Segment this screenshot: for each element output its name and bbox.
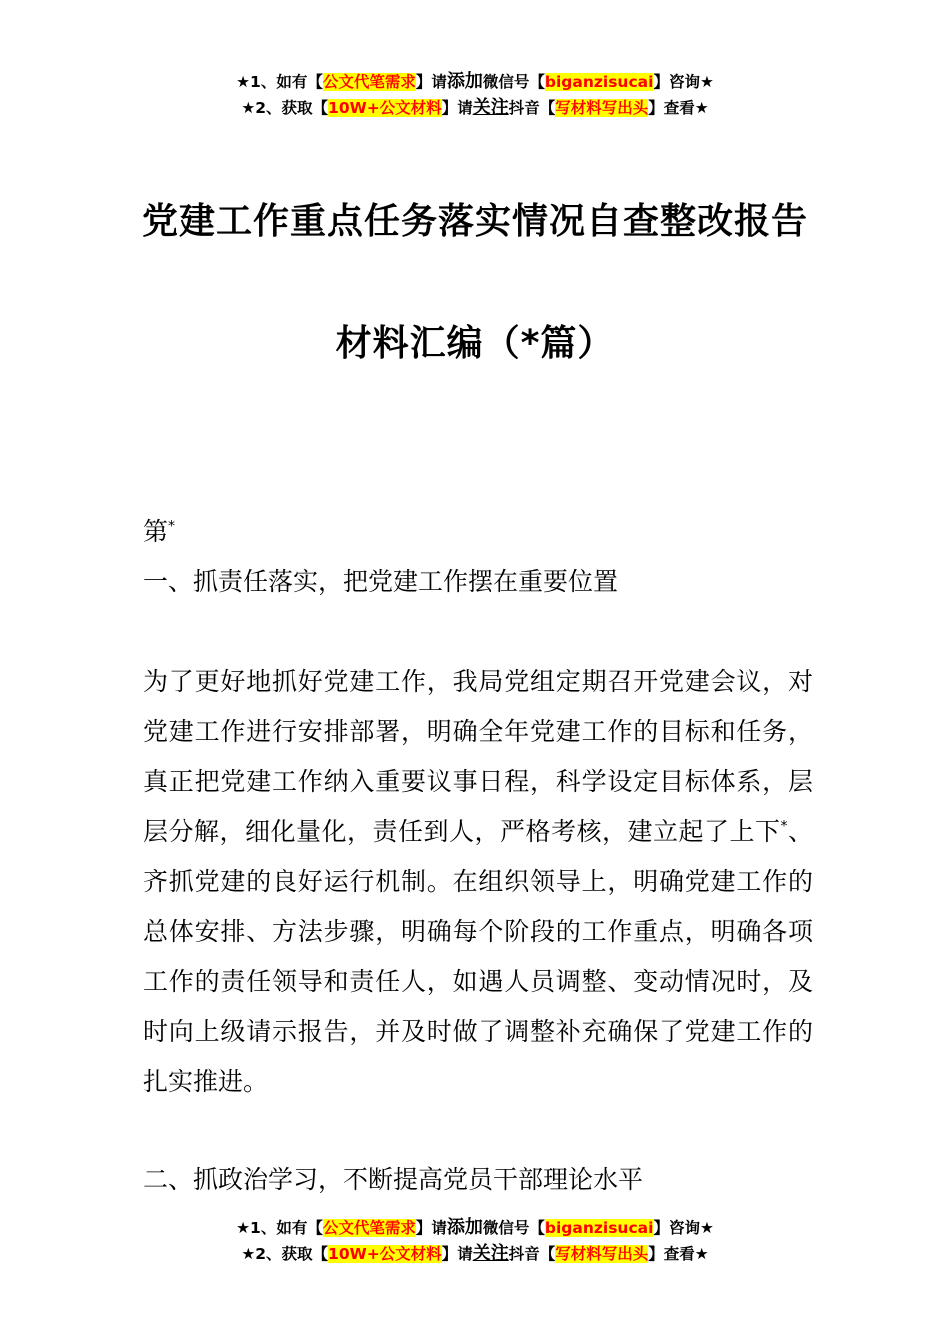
section-heading-1: 一、抓责任落实，把党建工作摆在重要位置	[143, 567, 619, 596]
promo-highlight: 公文代笔需求	[322, 1219, 416, 1237]
douyin-id-highlight: 写材料写出头	[555, 1245, 649, 1263]
section-mark: 第*	[143, 517, 176, 546]
document-title: 党建工作重点任务落实情况自查整改报告	[141, 201, 808, 242]
promo-line-1: ★1、如有【公文代笔需求】请添加微信号【biganzisucai】咨询★	[236, 1217, 714, 1238]
wechat-id-highlight: biganzisucai	[544, 1219, 654, 1237]
footer-promo-banner	[0, 1215, 950, 1267]
promo-line-2: ★2、获取【10W+公文材料】请关注抖音【写材料写出头】查看★	[241, 1243, 709, 1264]
promo-line-1: ★1、如有【公文代笔需求】请添加微信号【biganzisucai】咨询★	[236, 71, 714, 92]
wechat-id-highlight: biganzisucai	[544, 73, 654, 91]
section-heading-2: 二、抓政治学习，不断提高党员干部理论水平	[143, 1165, 644, 1194]
document-title-line-2: 材料汇编（*篇）	[335, 323, 615, 364]
header-promo-banner	[0, 69, 950, 121]
paragraph: 为了更好地抓好党建工作，我局党组定期召开党建会议，对党建工作进行安排部署，明确全年党建工作的目标和任务，真正把党建工作纳入重要议事日程，科学设定目标体系，层层分解，细化量化，责任到人，严格考核，建立起了上下*、齐抓党建的良好运行机制。在组织领导上，明确党建工作的总体安排、方法步骤，明确每个阶段的工作重点，明确各项工作的责任领导和责任人，如遇人员调整、变动情况时，及时向上级请示报告，并及时做了调整补充确保了党建工作的扎实推进。	[143, 667, 813, 1096]
promo-highlight: 公文代笔需求	[322, 73, 416, 91]
promo-highlight: 10W+公文材料	[328, 99, 442, 117]
promo-line-2: ★2、获取【10W+公文材料】请关注抖音【写材料写出头】查看★	[241, 97, 709, 118]
douyin-id-highlight: 写材料写出头	[555, 99, 649, 117]
promo-highlight: 10W+公文材料	[328, 1245, 442, 1263]
